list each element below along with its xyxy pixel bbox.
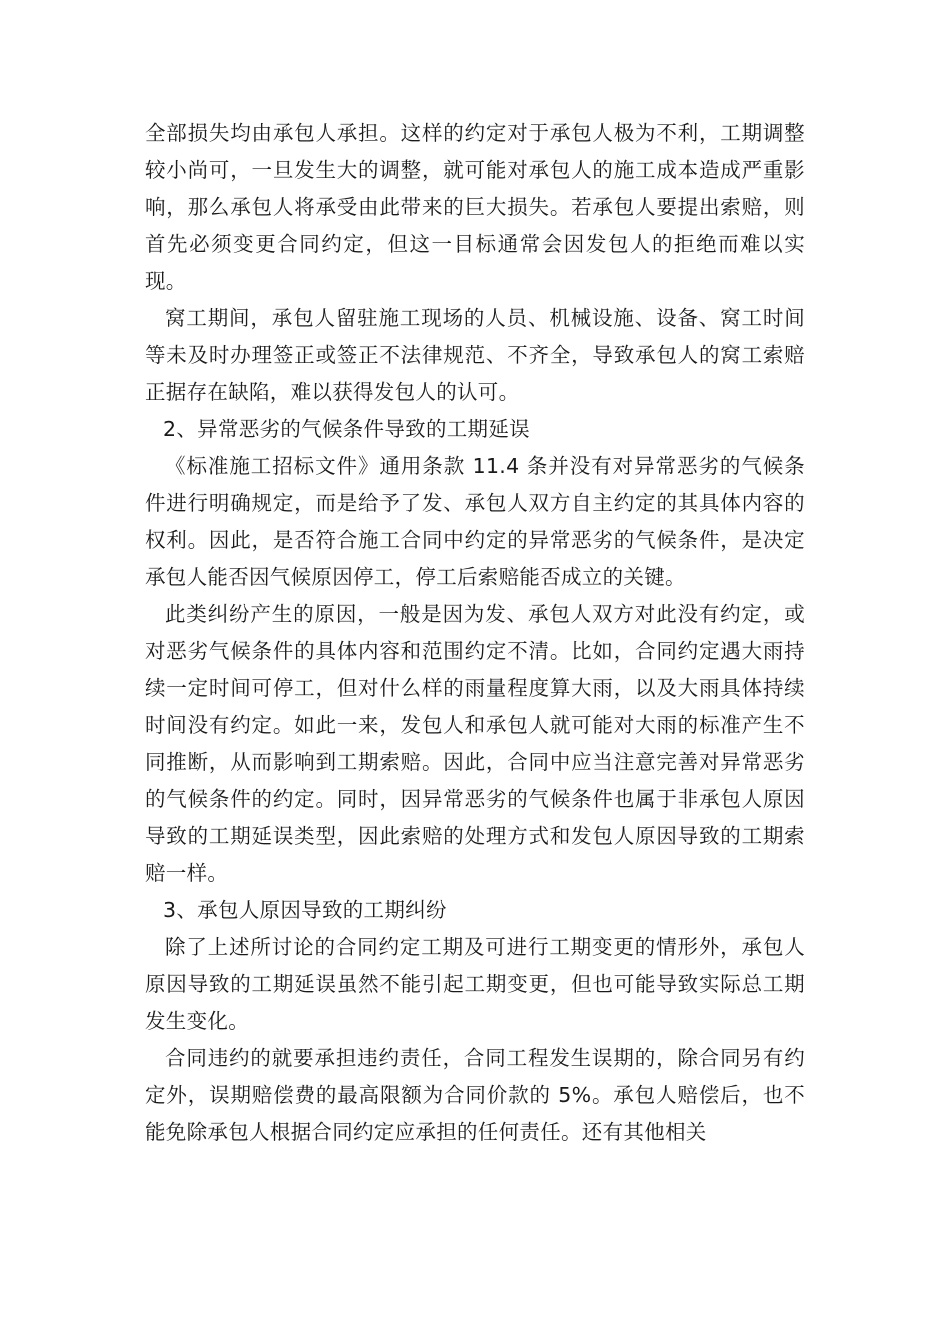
paragraph-standard-tender-document: 《标准施工招标文件》通用条款 11.4 条并没有对异常恶劣的气候条件进行明确规定，而是给予了发、承包人双方自主约定的其具体内容的权利。因此，是否符合施工合同中约定的异常恶劣的气候条件，是决定承包人能否因气候原因停工，停工后索赔能否成立的关键。: [145, 454, 805, 589]
paragraph-breach-liability: 合同违约的就要承担违约责任，合同工程发生误期的，除合同另有约定外，误期赔偿费的最高限额为合同价款的 5%。承包人赔偿后，也不能免除承包人根据合同约定应承担的任何责任。还有其他相关: [145, 1046, 805, 1144]
paragraph-dispute-causes: 此类纠纷产生的原因，一般是因为发、承包人双方对此没有约定，或对恶劣气候条件的具体内容和范围约定不清。比如，合同约定遇大雨持续一定时间可停工，但对什么样的雨量程度算大雨，以及大雨具体持续时间没有约定。如此一来，发包人和承包人就可能对大雨的标准产生不同推断，从而影响到工期索赔。因此，合同中应当注意完善对异常恶劣的气候条件的约定。同时，因异常恶劣的气候条件也属于非承包人原因导致的工期延误类型，因此索赔的处理方式和发包人原因导致的工期索赔一样。: [145, 602, 805, 885]
section-heading-weather-delay: 2、异常恶劣的气候条件导致的工期延误: [163, 417, 530, 441]
document-body: [145, 115, 805, 1151]
paragraph-contractor-caused-delay: 除了上述所讨论的合同约定工期及可进行工期变更的情形外，承包人原因导致的工期延误虽然不能引起工期变更，但也可能导致实际总工期发生变化。: [145, 935, 805, 1033]
paragraph-idle-work-period: 窝工期间，承包人留驻施工现场的人员、机械设施、设备、窝工时间等未及时办理签正或签正不法律规范、不齐全，导致承包人的窝工索赔正据存在缺陷，难以获得发包人的认可。: [145, 306, 805, 404]
section-heading-contractor-delay: 3、承包人原因导致的工期纠纷: [163, 898, 447, 922]
paragraph-loss-borne-by-contractor: 全部损失均由承包人承担。这样的约定对于承包人极为不利，工期调整较小尚可，一旦发生大的调整，就可能对承包人的施工成本造成严重影响，那么承包人将承受由此带来的巨大损失。若承包人要提出索赔，则首先必须变更合同约定，但这一目标通常会因发包人的拒绝而难以实现。: [145, 121, 805, 293]
